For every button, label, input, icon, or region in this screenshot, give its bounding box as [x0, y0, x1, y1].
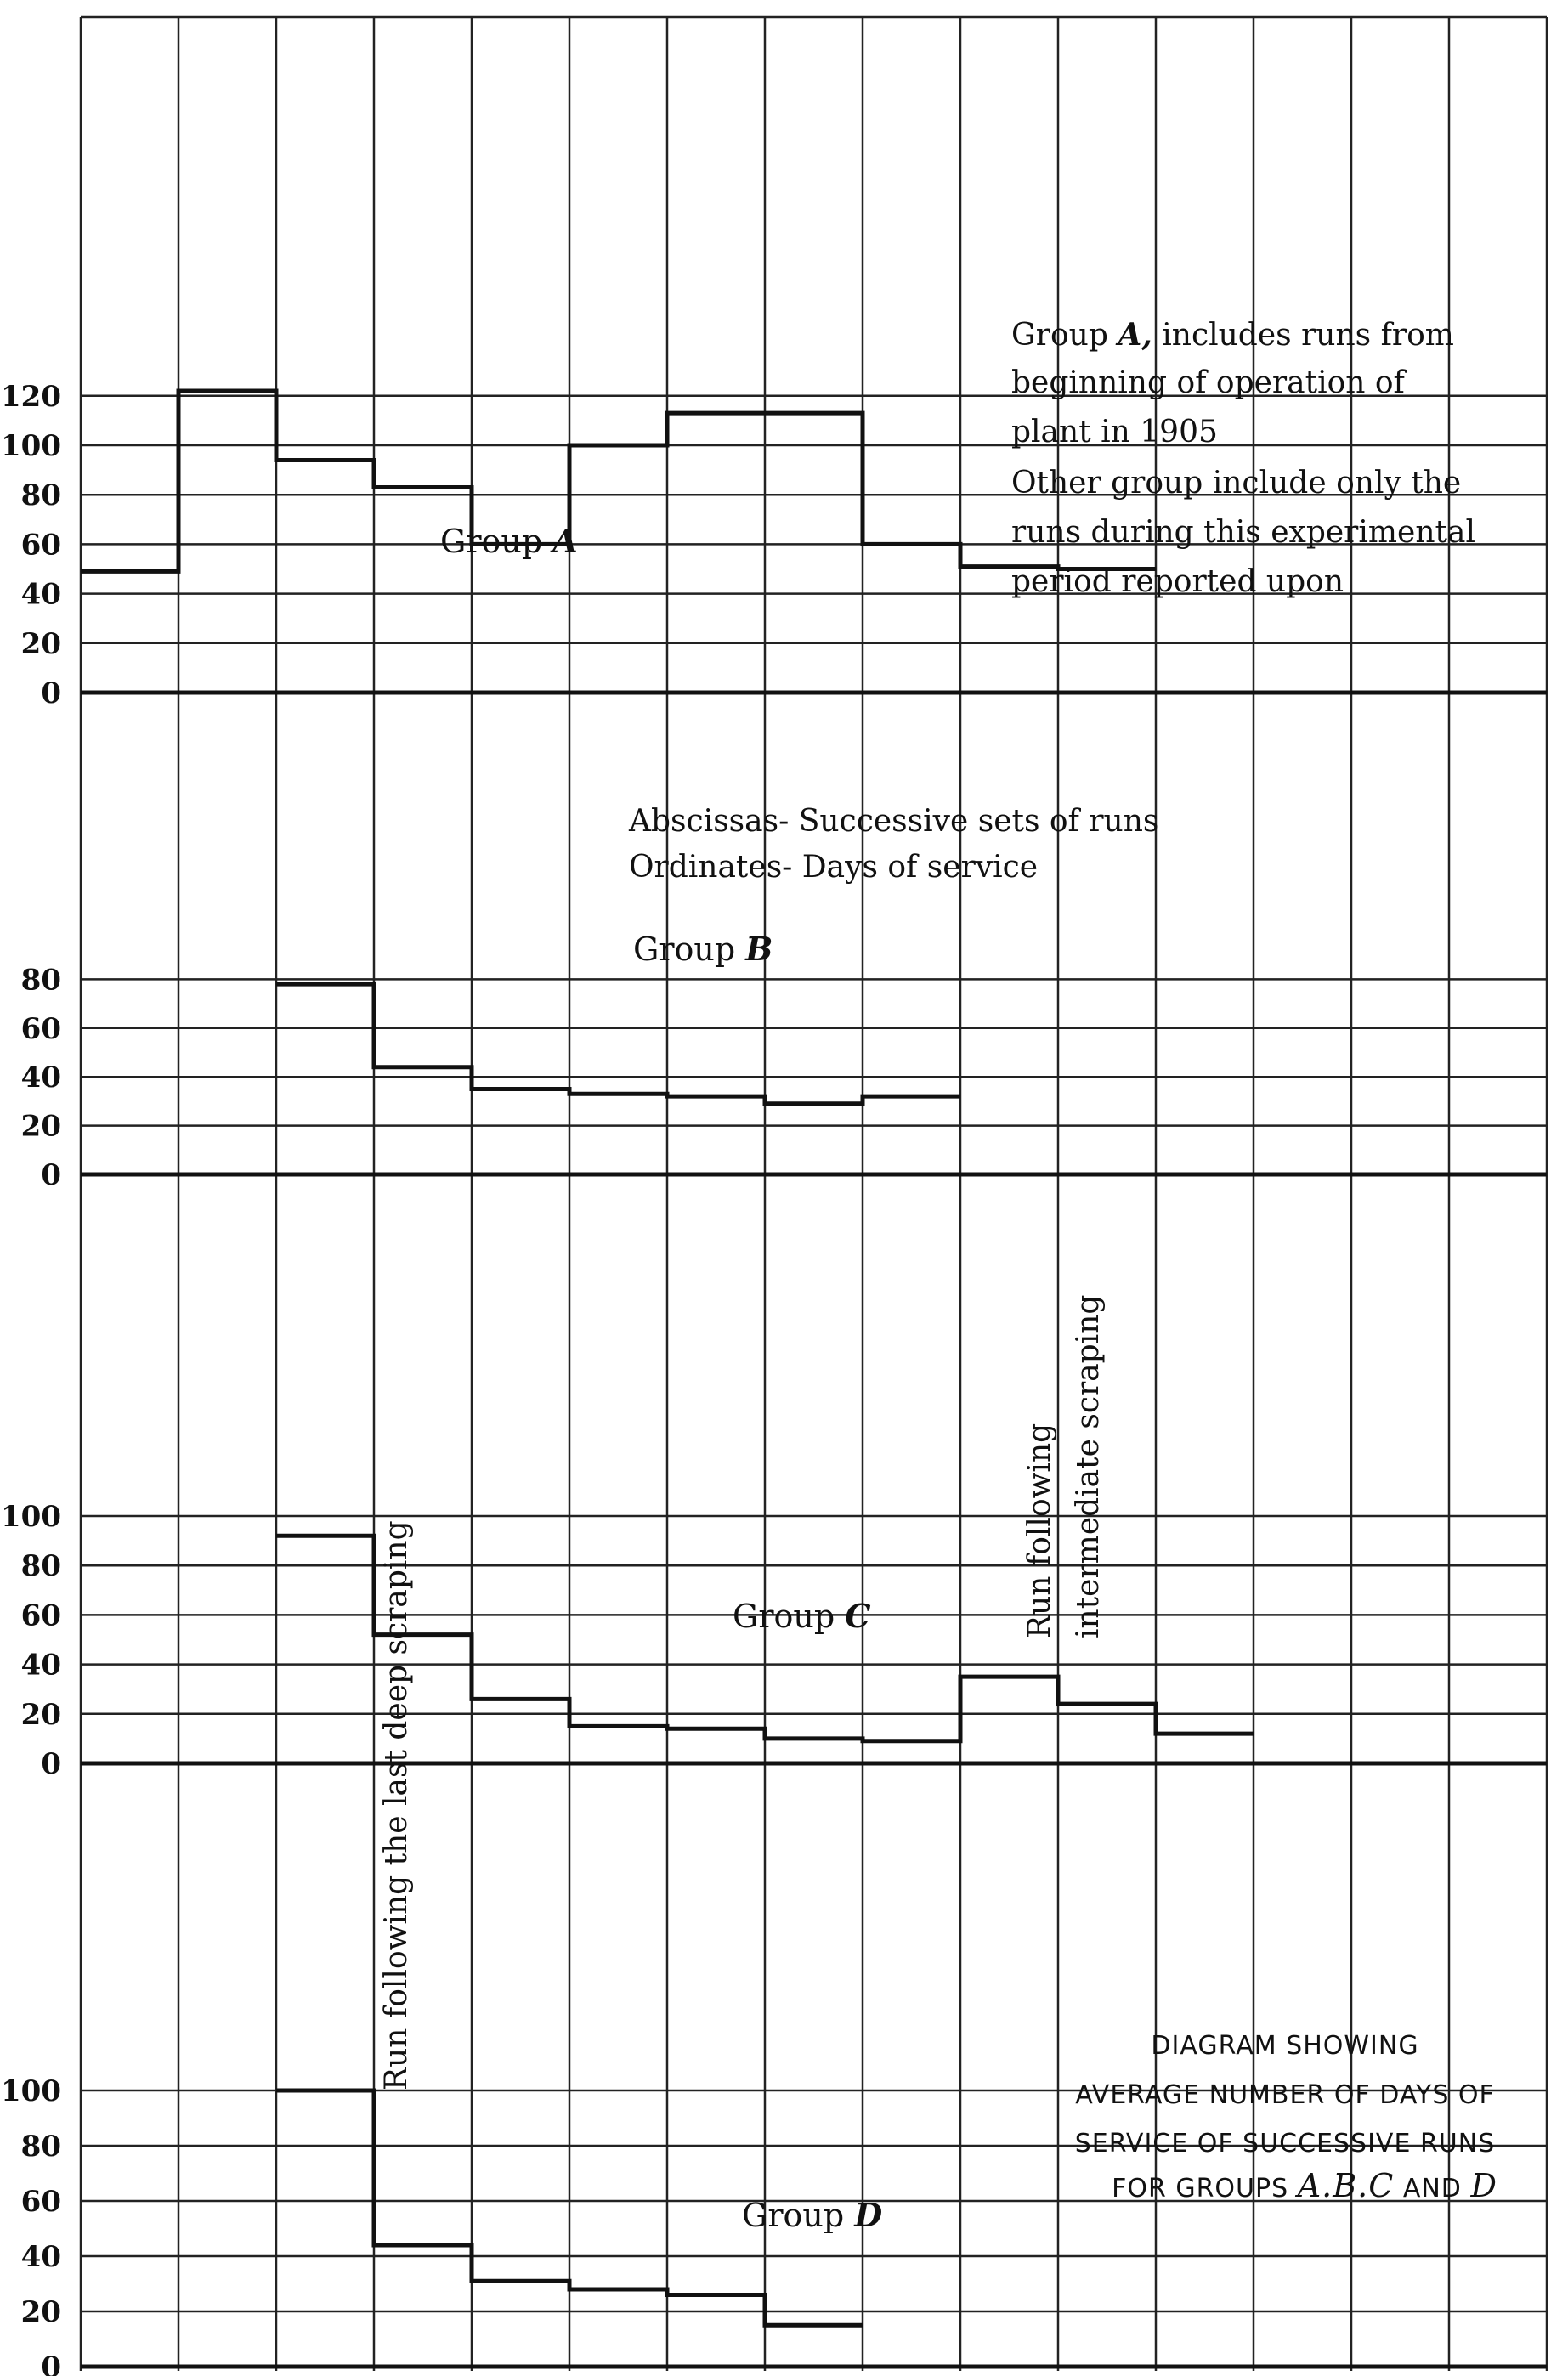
y-tick-label: 60: [20, 1598, 61, 1633]
group-c-label: Group C: [733, 1597, 871, 1635]
run-intermediate-label-2: intermediate scraping: [1071, 1294, 1106, 1638]
y-tick-label: 40: [20, 577, 61, 612]
y-tick-label: 40: [20, 2240, 61, 2274]
y-tick-label: 60: [20, 2185, 61, 2219]
y-tick-label: 20: [20, 1697, 61, 1732]
y-tick-label: 20: [20, 2295, 61, 2329]
y-tick-label: 80: [20, 963, 61, 998]
y-tick-label: 40: [20, 1061, 61, 1095]
y-tick-label: 100: [1, 429, 61, 463]
title-line-4: FOR GROUPS A.B.C AND D: [1112, 2167, 1497, 2204]
y-tick-label: 80: [20, 2130, 61, 2164]
ordinates-label: Ordinates- Days of service: [629, 850, 1039, 885]
group-b-label: Group B: [633, 930, 773, 968]
group-d-label: Group D: [742, 2196, 883, 2234]
y-tick-label: 0: [41, 676, 61, 710]
y-tick-label: 80: [20, 478, 61, 513]
run-intermediate-label-1: Run following: [1022, 1423, 1057, 1638]
group-a-note: [1011, 317, 1475, 599]
y-tick-label: 80: [20, 1549, 61, 1584]
note-line-2: beginning of operation of: [1011, 365, 1405, 400]
note-line-6: period reported upon: [1011, 564, 1344, 599]
y-tick-label: 100: [1, 1500, 61, 1534]
zero-axes: [81, 693, 1547, 2367]
y-tick-label: 40: [20, 1648, 61, 1683]
y-tick-label: 0: [41, 2351, 61, 2376]
y-tick-labels: [1, 380, 61, 2376]
y-tick-label: 0: [41, 1158, 61, 1192]
series-group-b: [276, 984, 960, 1104]
note-line-5: runs during this experimental: [1011, 515, 1475, 550]
note-line-4: Other group include only the: [1011, 466, 1462, 501]
group-a-label: Group A: [440, 522, 578, 560]
diagram-title: [1075, 2031, 1497, 2204]
y-tick-label: 0: [41, 1747, 61, 1781]
abscissas-label: Abscissas- Successive sets of runs: [629, 804, 1159, 839]
y-tick-label: 20: [20, 1109, 61, 1144]
title-line-1: DIAGRAM SHOWING: [1151, 2031, 1419, 2061]
title-line-2: AVERAGE NUMBER OF DAYS OF: [1075, 2080, 1495, 2110]
y-tick-label: 20: [20, 626, 61, 661]
run-deep-scraping-label: Run following the last deep scraping: [379, 1520, 414, 2090]
y-tick-label: 60: [20, 1011, 61, 1046]
y-tick-label: 100: [1, 2074, 61, 2108]
note-line-3: plant in 1905: [1011, 415, 1218, 450]
note-line-1: Group A, includes runs from: [1011, 317, 1454, 353]
title-line-3: SERVICE OF SUCCESSIVE RUNS: [1074, 2129, 1496, 2158]
y-tick-label: 120: [1, 379, 61, 414]
y-tick-label: 60: [20, 528, 61, 563]
